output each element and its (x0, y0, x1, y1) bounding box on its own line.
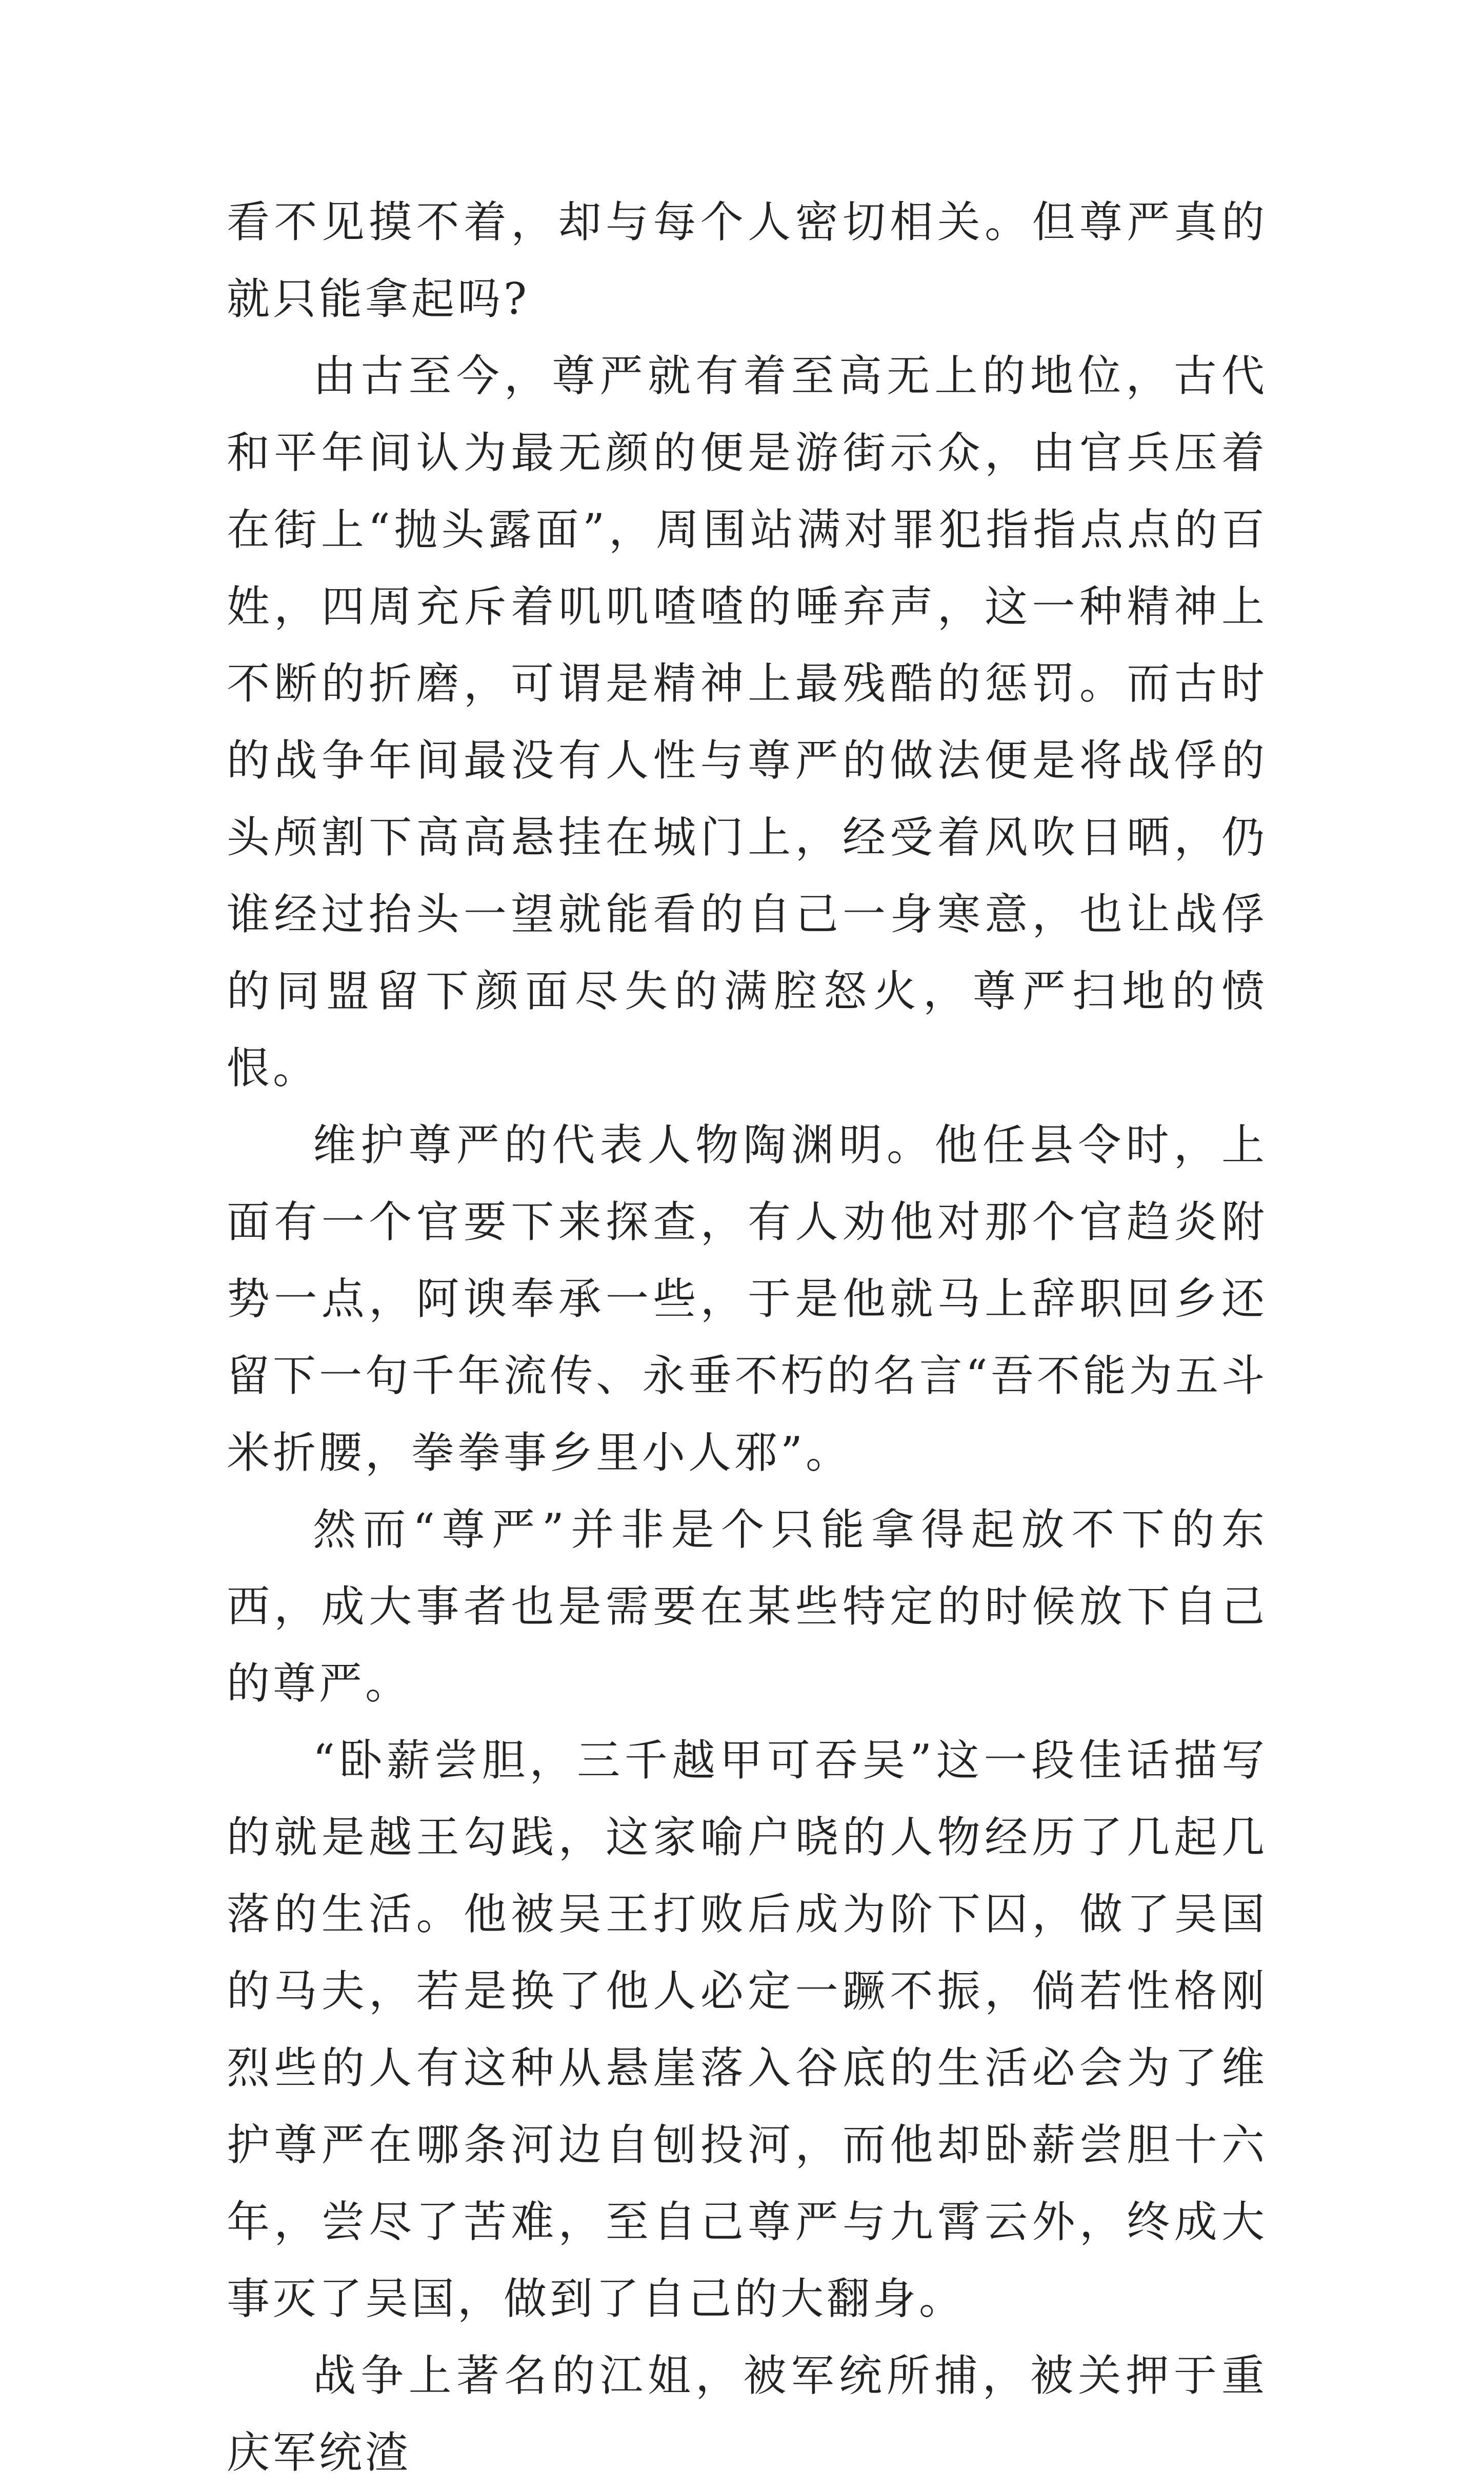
document-body (227, 184, 1268, 2491)
paragraph-5: “卧薪尝胆，三千越甲可吞吴”这一段佳话描写的就是越王勾践，这家喻户晓的人物经历了几起几落的生活。他被吴王打败后成为阶下囚，做了吴国的马夫，若是换了他人必定一蹶不振，倘若性格刚烈些的人有这种从悬崖落入谷底的生活必会为了维护尊严在哪条河边自刨投河，而他却卧薪尝胆十六年，尝尽了苦难，至自己尊严与九霄云外，终成大事灭了吴国，做到了自己的大翻身。 (227, 1735, 1268, 2324)
paragraph-1: 看不见摸不着，却与每个人密切相关。但尊严真的就只能拿起吗? (227, 197, 1268, 324)
paragraph-6: 战争上著名的江姐，被军统所捕，被关押于重庆军统渣 (227, 2351, 1268, 2478)
paragraph-3: 维护尊严的代表人物陶渊明。他任县令时，上面有一个官要下来探查，有人劝他对那个官趋炎附势一点，阿谀奉承一些，于是他就马上辞职回乡还留下一句千年流传、永垂不朽的名言“吾不能为五斗米折腰，拳拳事乡里小人邪”。 (227, 1120, 1268, 1478)
paragraph-2: 由古至今，尊严就有着至高无上的地位，古代和平年间认为最无颜的便是游街示众，由官兵压着在街上“抛头露面”，周围站满对罪犯指指点点的百姓，四周充斥着叽叽喳喳的唾弃声，这一种精神上不断的折磨，可谓是精神上最残酷的惩罚。而古时的战争年间最没有人性与尊严的做法便是将战俘的头颅割下高高悬挂在城门上，经受着风吹日晒，仍谁经过抬头一望就能看的自己一身寒意，也让战俘的同盟留下颜面尽失的满腔怒火，尊严扫地的愤恨。 (227, 351, 1268, 1093)
paragraph-4: 然而“尊严”并非是个只能拿得起放不下的东西，成大事者也是需要在某些特定的时候放下自己的尊严。 (227, 1504, 1268, 1709)
